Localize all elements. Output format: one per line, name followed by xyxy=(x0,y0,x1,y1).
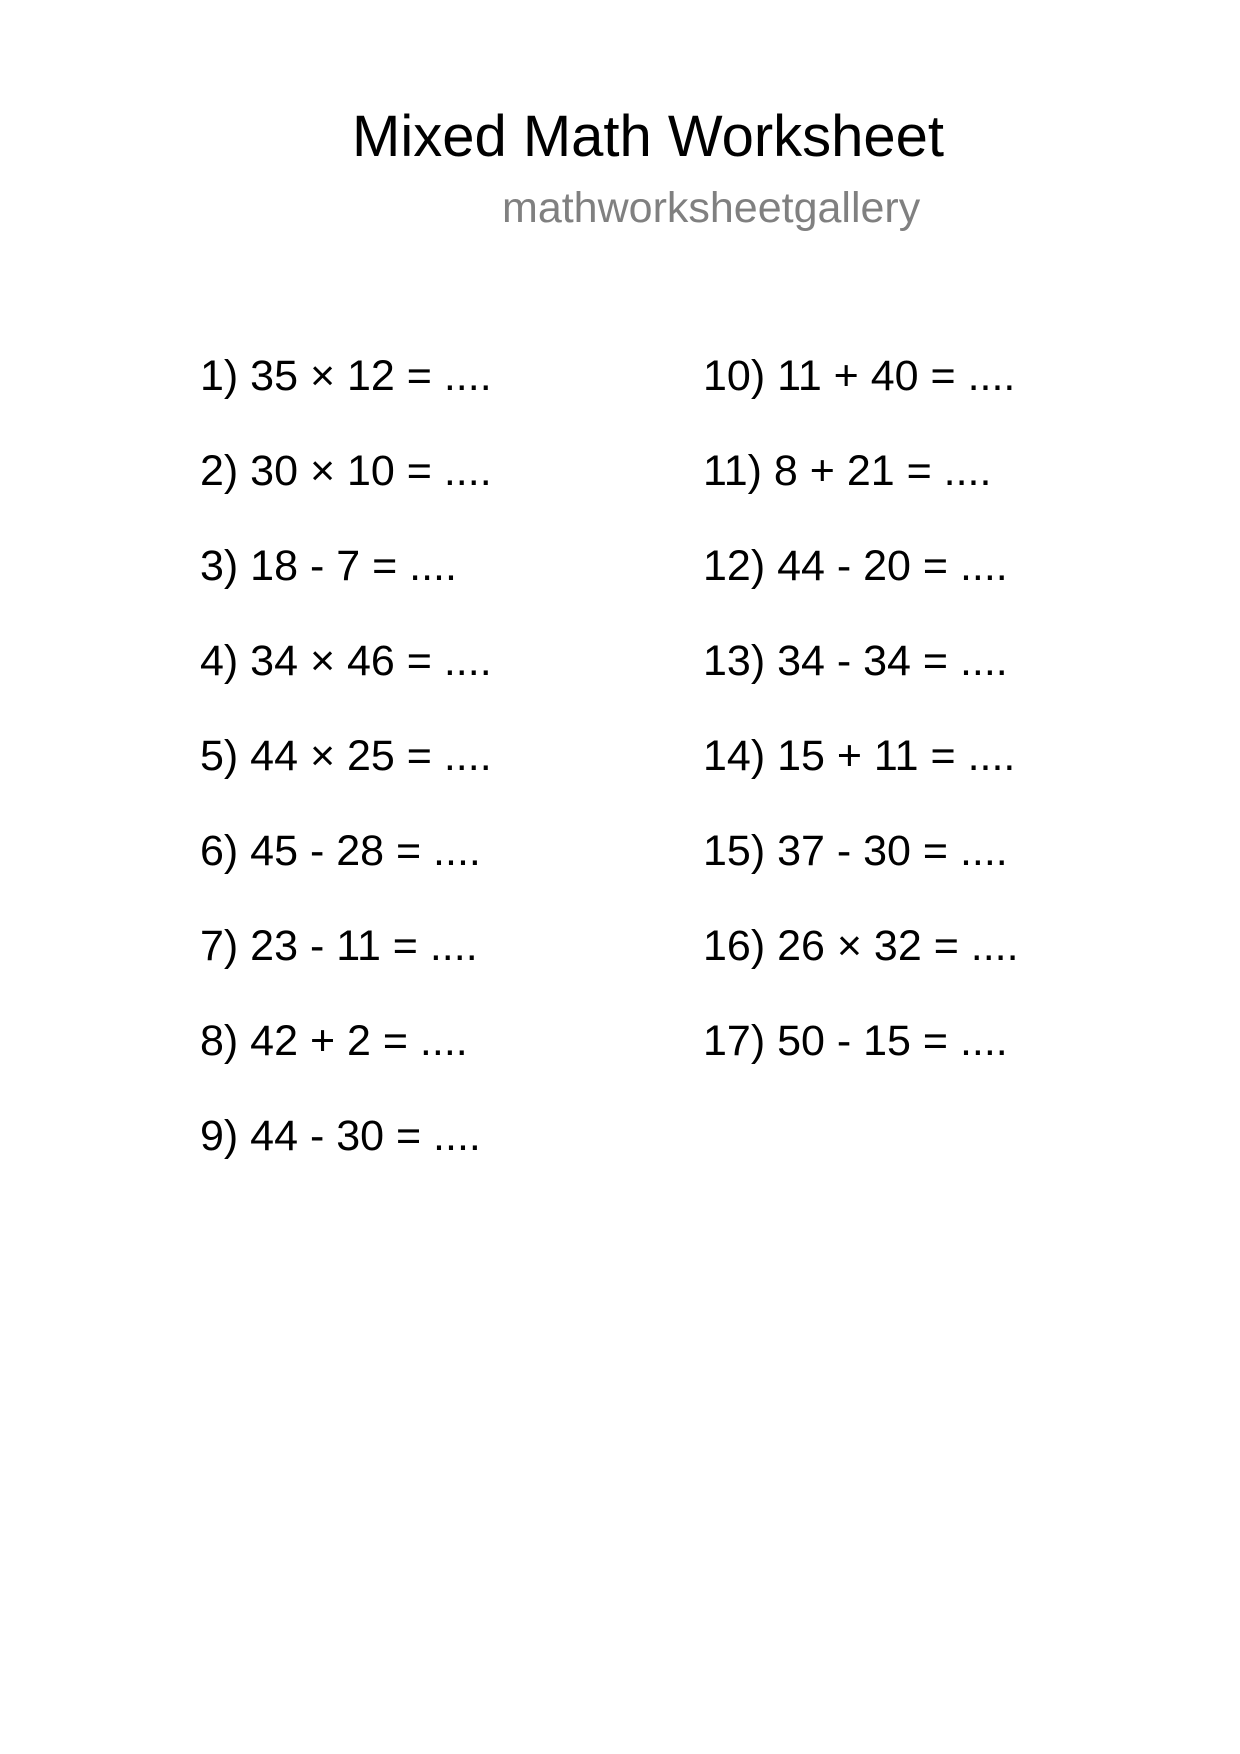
problem-item: 5) 44 × 25 = .... xyxy=(200,732,492,780)
problem-item: 2) 30 × 10 = .... xyxy=(200,447,492,495)
problem-item: 1) 35 × 12 = .... xyxy=(200,352,492,400)
problem-column-right xyxy=(703,346,1019,1106)
problem-column-left xyxy=(200,346,492,1201)
problem-item: 9) 44 - 30 = .... xyxy=(200,1112,481,1160)
problem-item: 3) 18 - 7 = .... xyxy=(200,542,457,590)
problem-item: 12) 44 - 20 = .... xyxy=(703,542,1008,590)
problem-item: 16) 26 × 32 = .... xyxy=(703,922,1019,970)
worksheet-subtitle: mathworksheetgallery xyxy=(502,184,921,232)
problem-item: 17) 50 - 15 = .... xyxy=(703,1017,1008,1065)
problem-item: 4) 34 × 46 = .... xyxy=(200,637,492,685)
problem-item: 13) 34 - 34 = .... xyxy=(703,637,1008,685)
problem-item: 8) 42 + 2 = .... xyxy=(200,1017,468,1065)
problem-item: 15) 37 - 30 = .... xyxy=(703,827,1008,875)
problem-item: 10) 11 + 40 = .... xyxy=(703,352,1016,400)
problem-item: 7) 23 - 11 = .... xyxy=(200,922,478,970)
problem-item: 6) 45 - 28 = .... xyxy=(200,827,481,875)
problem-item: 11) 8 + 21 = .... xyxy=(703,447,992,495)
problem-item: 14) 15 + 11 = .... xyxy=(703,732,1016,780)
worksheet-title: Mixed Math Worksheet xyxy=(352,104,945,169)
